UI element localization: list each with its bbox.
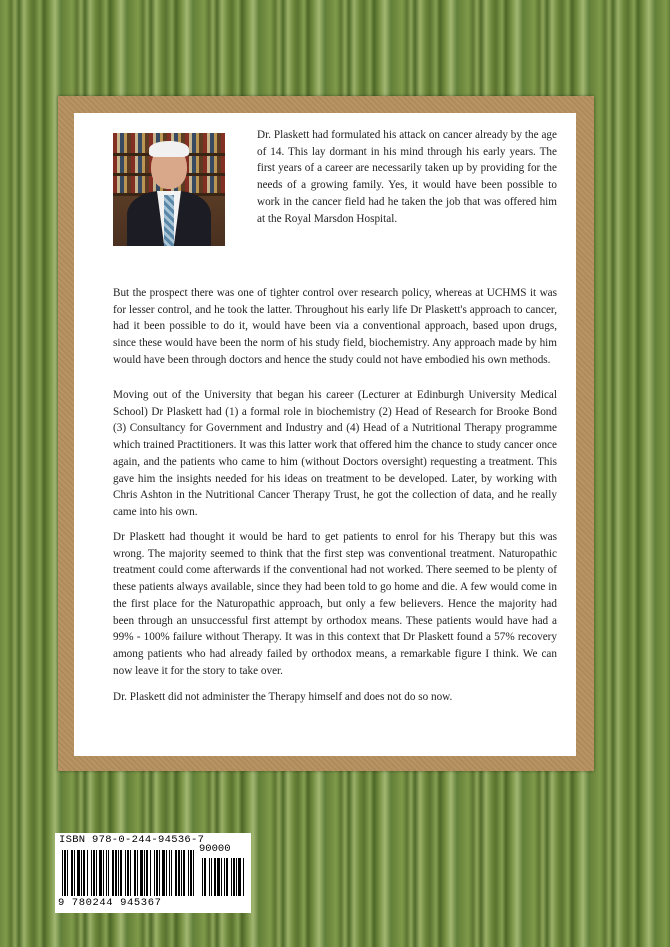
author-photo — [113, 133, 225, 246]
body-paragraph-2: Moving out of the University that began his career (Lecturer at Edinburgh University Medical School) Dr Plaskett had (1) a formal role in biochemistry (2) Head of Research for Brooke Bond (3) Consultancy for Government and Industry and (4) Head of a Nutritional Therapy programme which trained Practitioners. It was this latter work that offered him the chance to study cancer once again, and the patients who came to him (without Doctors oversight) requesting a treatment. This gave him the insights needed for his ideas on treatment to be developed. Later, by working with Chris Ashton in the Nutritional Cancer Therapy Trust, he got the collection of data, and he really came into his own. — [113, 389, 557, 518]
isbn-barcode — [55, 833, 251, 913]
barcode-digits: 9 780244 945367 — [58, 897, 162, 909]
text-panel — [74, 113, 576, 756]
price-code: 90000 — [199, 843, 231, 855]
body-paragraph-1: But the prospect there was one of tighter control over research policy, whereas at UCHMS it was for lesser control, and he took the latter. Throughout his early life Dr Plaskett's approach to cancer, had it been possible to do it, would have been via a conventional approach, based upon drugs, since these would have been the norm of his study field, biochemistry. Any approach made by him would have been through doctors and hence the study could not have embodied his own methods. — [113, 287, 557, 366]
body-paragraph-4: Dr. Plaskett did not administer the Therapy himself and does not do so now. — [113, 691, 453, 703]
isbn-label: ISBN 978-0-244-94536-7 — [59, 834, 205, 846]
barcode-bars — [62, 850, 248, 898]
body-paragraph-3: Dr Plaskett had thought it would be hard to get patients to enrol for his Therapy but this was wrong. The majority seemed to think that the first step was conventional treatment. Naturopathic treatment could come afterwards if the conventional had not worked. There seemed to be plenty of these patients always available, since they had been told to go home and die. A few would come in the first place for the Naturopathic approach, but only a few believers. Hence the majority had been through an unsuccessful first attempt by orthodox means. These patients would have had a 99% - 100% failure without Therapy. It was in this context that Dr Plaskett found a 57% recovery among patients who had already failed by orthodox means, a remarkable figure I think. We can now leave it for the story to take over. — [113, 531, 557, 677]
intro-paragraph: Dr. Plaskett had formulated his attack on cancer already by the age of 14. This lay dormant in his mind through his early years. The first years of a career are necessarily taken up by providing for the needs of a growing family. Yes, it would have been possible to work in the cancer field had he taken the job that was offered him at the Royal Marsdon Hospital. — [257, 129, 557, 225]
